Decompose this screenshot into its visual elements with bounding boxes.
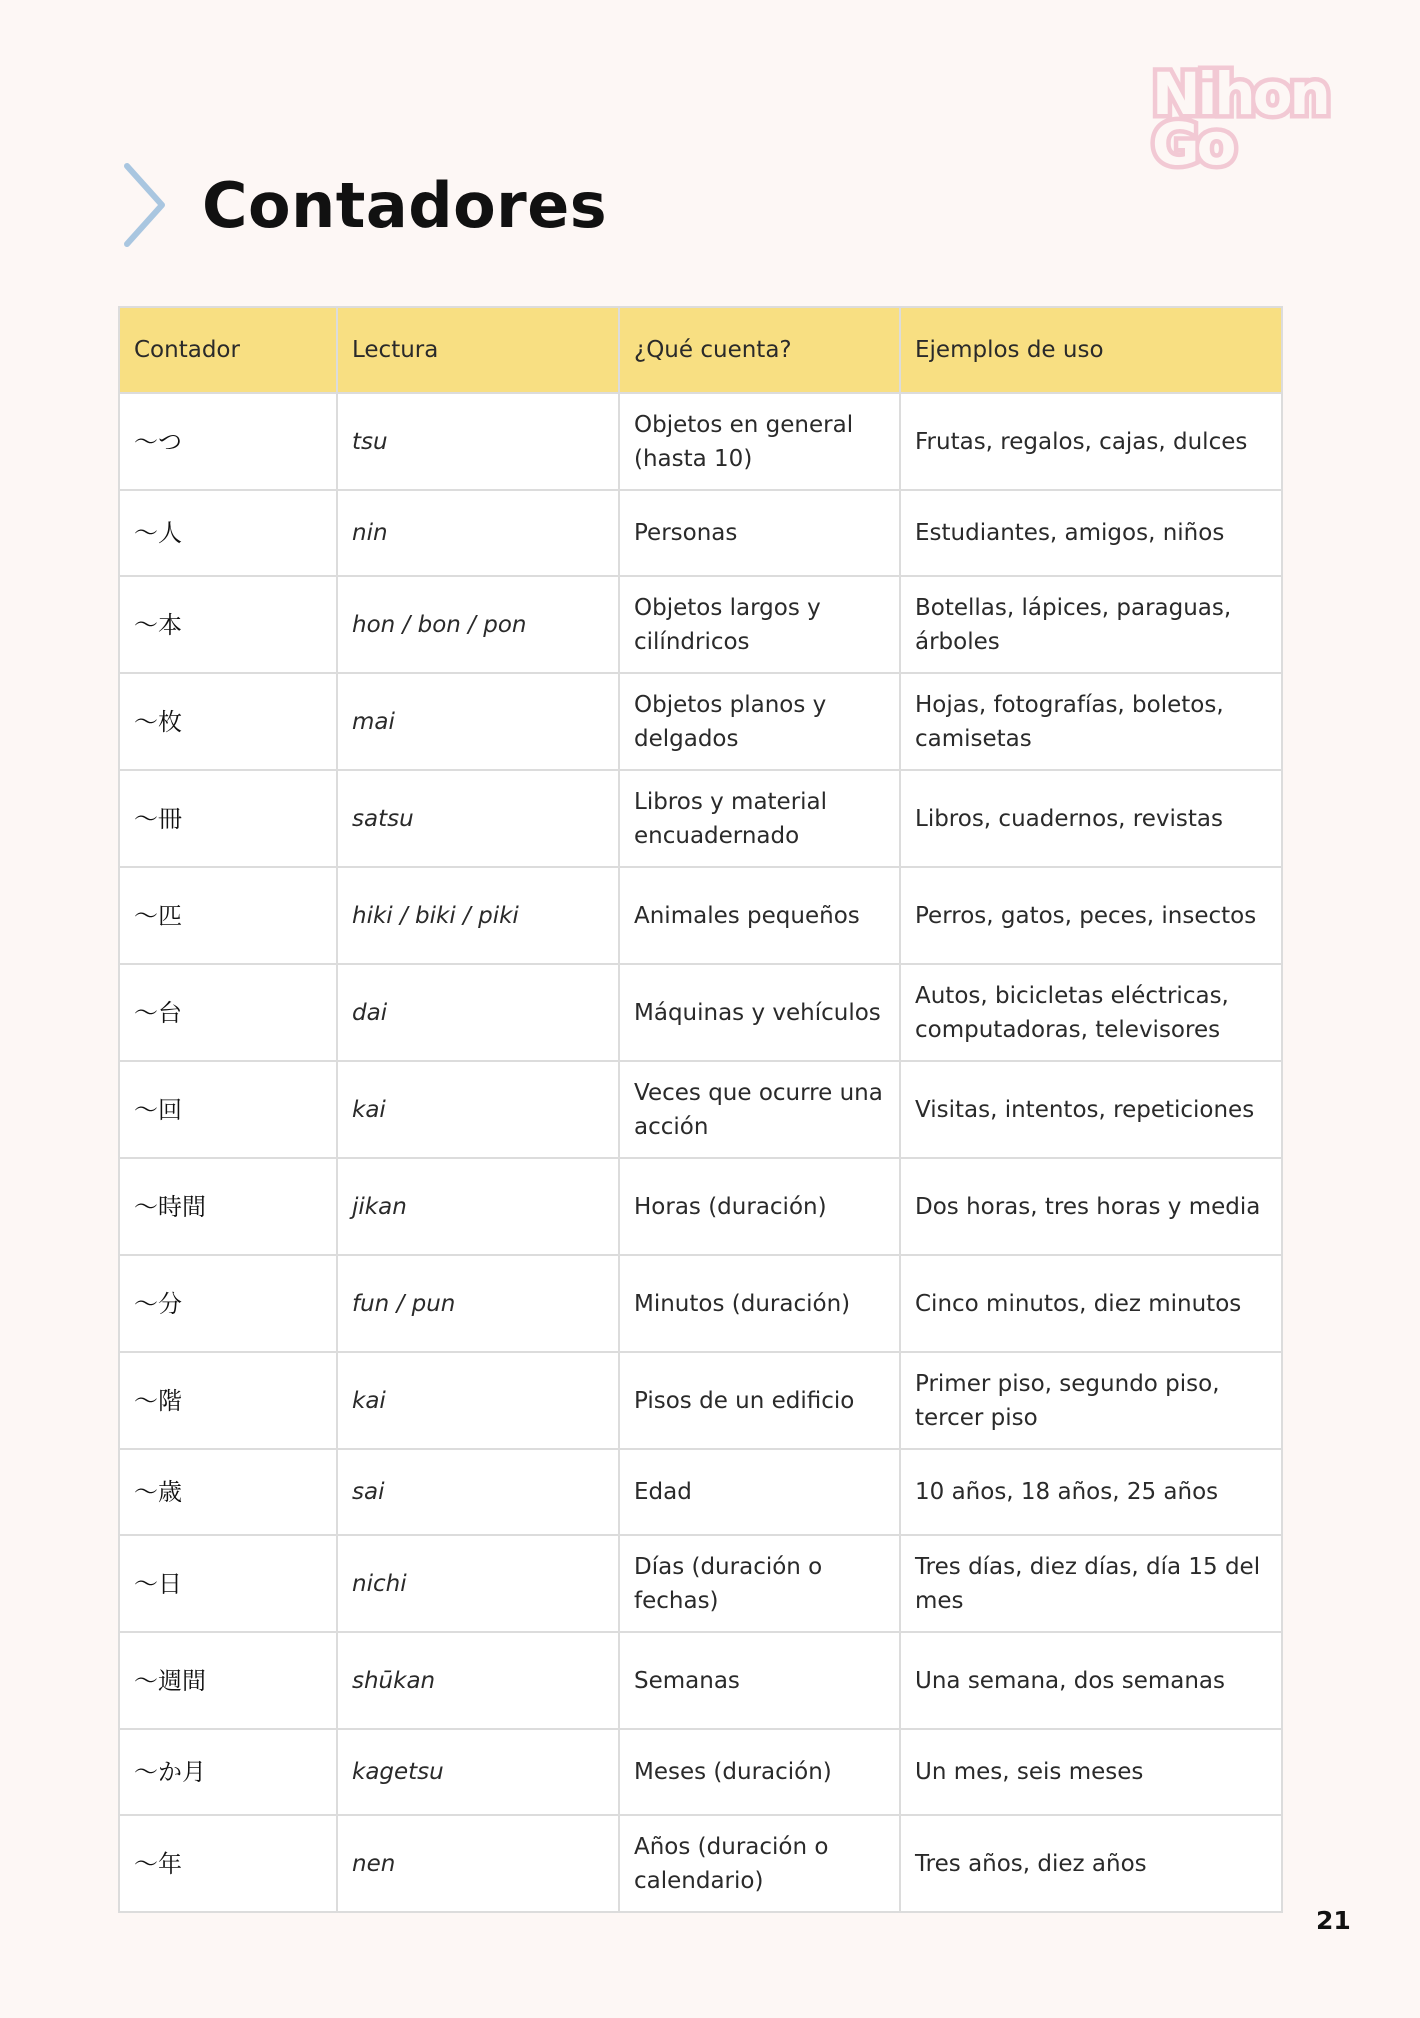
reading-cell: nichi	[337, 1535, 619, 1632]
examples-cell: Estudiantes, amigos, niños	[900, 490, 1282, 576]
reading-cell: dai	[337, 964, 619, 1061]
counts-cell: Pisos de un edificio	[619, 1352, 900, 1449]
table-row	[119, 1632, 1282, 1729]
table-header-row	[119, 307, 1282, 393]
reading-cell: kagetsu	[337, 1729, 619, 1815]
table-row	[119, 1729, 1282, 1815]
examples-cell: Hojas, fotografías, boletos, camisetas	[900, 673, 1282, 770]
table-row	[119, 673, 1282, 770]
examples-cell: Visitas, intentos, repeticiones	[900, 1061, 1282, 1158]
reading-cell: jikan	[337, 1158, 619, 1255]
counts-cell: Años (duración o calendario)	[619, 1815, 900, 1912]
counter-cell: ～枚	[119, 673, 337, 770]
examples-cell: 10 años, 18 años, 25 años	[900, 1449, 1282, 1535]
examples-cell: Botellas, lápices, paraguas, árboles	[900, 576, 1282, 673]
table-row	[119, 1061, 1282, 1158]
page-number: 21	[1316, 1906, 1351, 1935]
table-row	[119, 490, 1282, 576]
counts-cell: Objetos planos y delgados	[619, 673, 900, 770]
table-row	[119, 1255, 1282, 1352]
counter-cell: ～日	[119, 1535, 337, 1632]
reading-cell: sai	[337, 1449, 619, 1535]
table-row	[119, 393, 1282, 490]
counts-cell: Horas (duración)	[619, 1158, 900, 1255]
reading-cell: hiki / biki / piki	[337, 867, 619, 964]
counter-cell: ～か月	[119, 1729, 337, 1815]
counter-cell: ～人	[119, 490, 337, 576]
examples-cell: Libros, cuadernos, revistas	[900, 770, 1282, 867]
table-row	[119, 1535, 1282, 1632]
nihongo-logo	[1150, 52, 1340, 172]
reading-cell: satsu	[337, 770, 619, 867]
reading-cell: mai	[337, 673, 619, 770]
column-header-lectura: Lectura	[337, 307, 619, 393]
counter-cell: ～台	[119, 964, 337, 1061]
reading-cell: tsu	[337, 393, 619, 490]
counter-cell: ～匹	[119, 867, 337, 964]
reading-cell: kai	[337, 1061, 619, 1158]
reading-cell: shūkan	[337, 1632, 619, 1729]
counter-cell: ～冊	[119, 770, 337, 867]
examples-cell: Un mes, seis meses	[900, 1729, 1282, 1815]
counter-cell: ～回	[119, 1061, 337, 1158]
column-header-que-cuenta: ¿Qué cuenta?	[619, 307, 900, 393]
table-row	[119, 1352, 1282, 1449]
examples-cell: Primer piso, segundo piso, tercer piso	[900, 1352, 1282, 1449]
table-row	[119, 1815, 1282, 1912]
table-row	[119, 576, 1282, 673]
page-title: Contadores	[202, 168, 608, 242]
reading-cell: fun / pun	[337, 1255, 619, 1352]
column-header-ejemplos: Ejemplos de uso	[900, 307, 1282, 393]
counter-cell: ～階	[119, 1352, 337, 1449]
counts-cell: Objetos en general (hasta 10)	[619, 393, 900, 490]
counts-cell: Semanas	[619, 1632, 900, 1729]
counter-cell: ～つ	[119, 393, 337, 490]
counter-cell: ～時間	[119, 1158, 337, 1255]
nihongo-logo-graphic	[1150, 52, 1340, 172]
counters-table	[118, 306, 1283, 1913]
examples-cell: Dos horas, tres horas y media	[900, 1158, 1282, 1255]
chevron-right-icon	[118, 160, 174, 250]
counter-cell: ～分	[119, 1255, 337, 1352]
counter-cell: ～歳	[119, 1449, 337, 1535]
counts-cell: Días (duración o fechas)	[619, 1535, 900, 1632]
examples-cell: Autos, bicicletas eléctricas, computadoras, televisores	[900, 964, 1282, 1061]
examples-cell: Perros, gatos, peces, insectos	[900, 867, 1282, 964]
table-row	[119, 867, 1282, 964]
column-header-contador: Contador	[119, 307, 337, 393]
examples-cell: Frutas, regalos, cajas, dulces	[900, 393, 1282, 490]
examples-cell: Una semana, dos semanas	[900, 1632, 1282, 1729]
reading-cell: hon / bon / pon	[337, 576, 619, 673]
counts-cell: Minutos (duración)	[619, 1255, 900, 1352]
counter-cell: ～本	[119, 576, 337, 673]
logo-text-nihon: Nihon	[1152, 60, 1328, 128]
table-row	[119, 1158, 1282, 1255]
table-row	[119, 770, 1282, 867]
counts-cell: Edad	[619, 1449, 900, 1535]
examples-cell: Tres años, diez años	[900, 1815, 1282, 1912]
counts-cell: Máquinas y vehículos	[619, 964, 900, 1061]
reading-cell: nen	[337, 1815, 619, 1912]
counts-cell: Meses (duración)	[619, 1729, 900, 1815]
counter-cell: ～週間	[119, 1632, 337, 1729]
counts-cell: Animales pequeños	[619, 867, 900, 964]
counts-cell: Veces que ocurre una acción	[619, 1061, 900, 1158]
table-row	[119, 1449, 1282, 1535]
counts-cell: Libros y material encuadernado	[619, 770, 900, 867]
table-row	[119, 964, 1282, 1061]
title-block	[118, 160, 607, 250]
counter-cell: ～年	[119, 1815, 337, 1912]
reading-cell: nin	[337, 490, 619, 576]
counts-cell: Personas	[619, 490, 900, 576]
examples-cell: Tres días, diez días, día 15 del mes	[900, 1535, 1282, 1632]
examples-cell: Cinco minutos, diez minutos	[900, 1255, 1282, 1352]
reading-cell: kai	[337, 1352, 619, 1449]
logo-text-go: Go	[1152, 110, 1234, 172]
counts-cell: Objetos largos y cilíndricos	[619, 576, 900, 673]
